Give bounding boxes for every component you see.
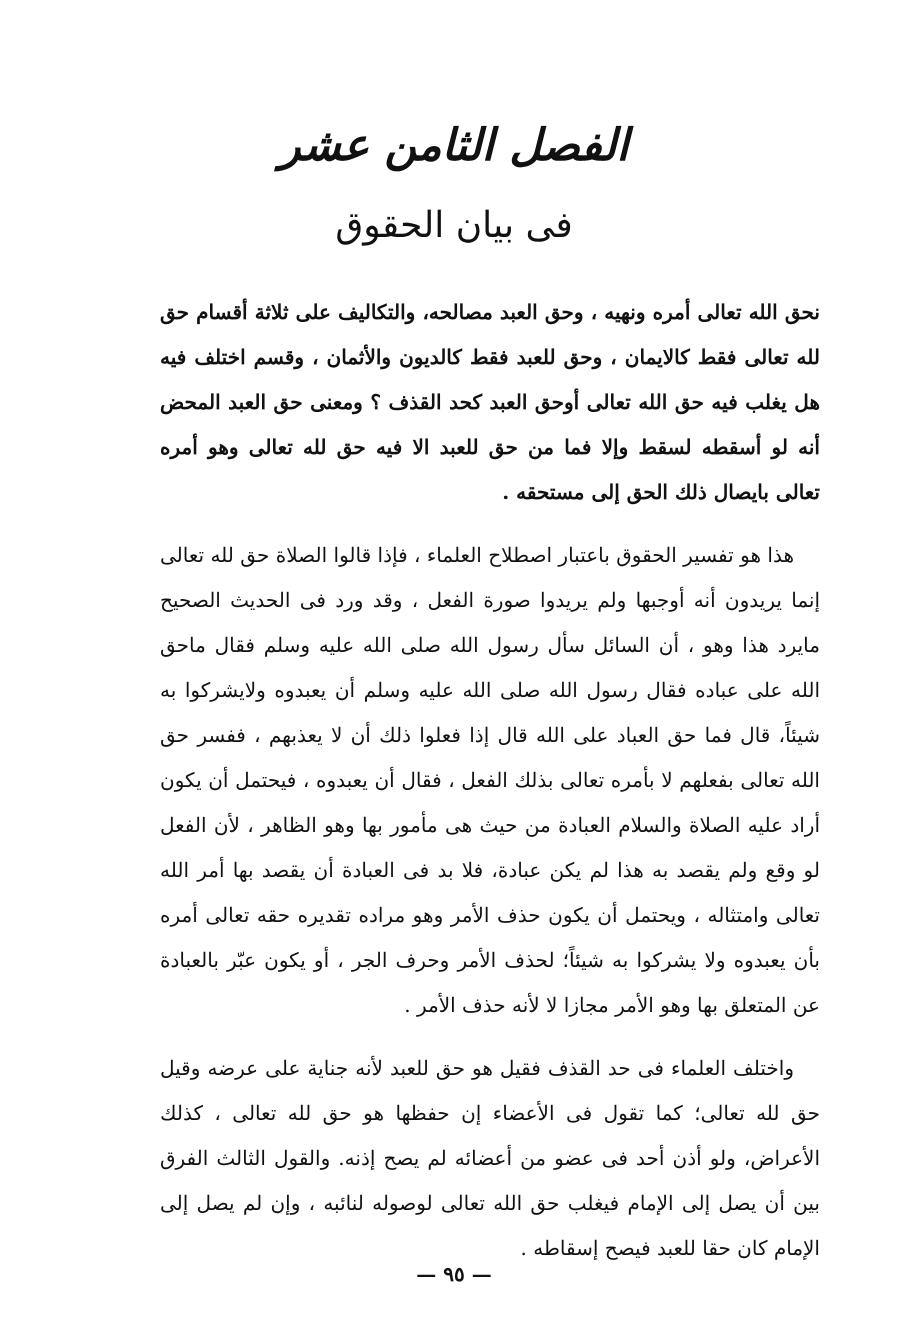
paragraph-2: هذا هو تفسير الحقوق باعتبار اصطلاح العلماء ، فإذا قالوا الصلاة حق لله تعالى إنما يريدون أنه أوجبها ولم يريدوا صورة الفعل ، وقد ورد فى الحديث الصحيح مايرد هذا وهو ، أن السائل سأل رسول الله صلى الله عليه وسلم فقال ماحق الله على عباده فقال رسول الله صلى الله عليه وسلم أن يعبدوه ولايشركوا به شيئاً، قال فما حق العباد على الله قال إذا فعلوا ذلك أن لا يعذبهم ، ففسر حق الله تعالى بفعلهم لا بأمره تعالى بذلك الفعل ، فقال أن يعبدوه ، فيحتمل أن يكون أراد عليه الصلاة والسلام العبادة من حيث هى مأمور بها وهو الظاهر ، لأن الفعل لو وقع ولم يقصد به هذا لم يكن عبادة، فلا بد فى العبادة أن يقصد بها أمر الله تعالى وامتثاله ، ويحتمل أن يكون حذف الأمر وهو مراده تقديره حقه تعالى أمره بأن يعبدوه ولا يشركوا به شيئاً؛ لحذف الأمر وحرف الجر ، أو يكون عبّر بالعبادة عن المتعلق بها وهو الأمر مجازا لا لأنه حذف الأمر . bbox=[160, 543, 820, 1017]
chapter-title: الفصل الثامن عشر bbox=[279, 120, 629, 171]
body-text bbox=[160, 290, 820, 1289]
page-number: — ٩٥ — bbox=[416, 1262, 492, 1286]
paragraph-1: نحق الله تعالى أمره ونهيه ، وحق العبد مصالحه، والتكاليف على ثلاثة أقسام حق لله تعالى فقط كالايمان ، وحق للعبد فقط كالديون والأثمان ، وقسم اختلف فيه هل يغلب فيه حق الله تعالى أوحق العبد كحد القذف ؟ ومعنى حق العبد المحض أنه لو أسقطه لسقط وإلا فما من حق للعبد الا فيه حق لله تعالى وهو أمره تعالى بايصال ذلك الحق إلى مستحقه . bbox=[160, 300, 820, 504]
paragraph-3: واختلف العلماء فى حد القذف فقيل هو حق للعبد لأنه جناية على عرضه وقيل حق لله تعالى؛ كما تقول فى الأعضاء إن حفظها هو حق لله تعالى ، كذلك الأعراض، ولو أذن أحد فى عضو من أعضائه لم يصح إذنه. والقول الثالث الفرق بين أن يصل إلى الإمام فيغلب حق الله تعالى لوصوله لنائبه ، وإن لم يصل إلى الإمام كان حقا للعبد فيصح إسقاطه . bbox=[160, 1056, 820, 1260]
section-title: فى بيان الحقوق bbox=[335, 205, 573, 246]
